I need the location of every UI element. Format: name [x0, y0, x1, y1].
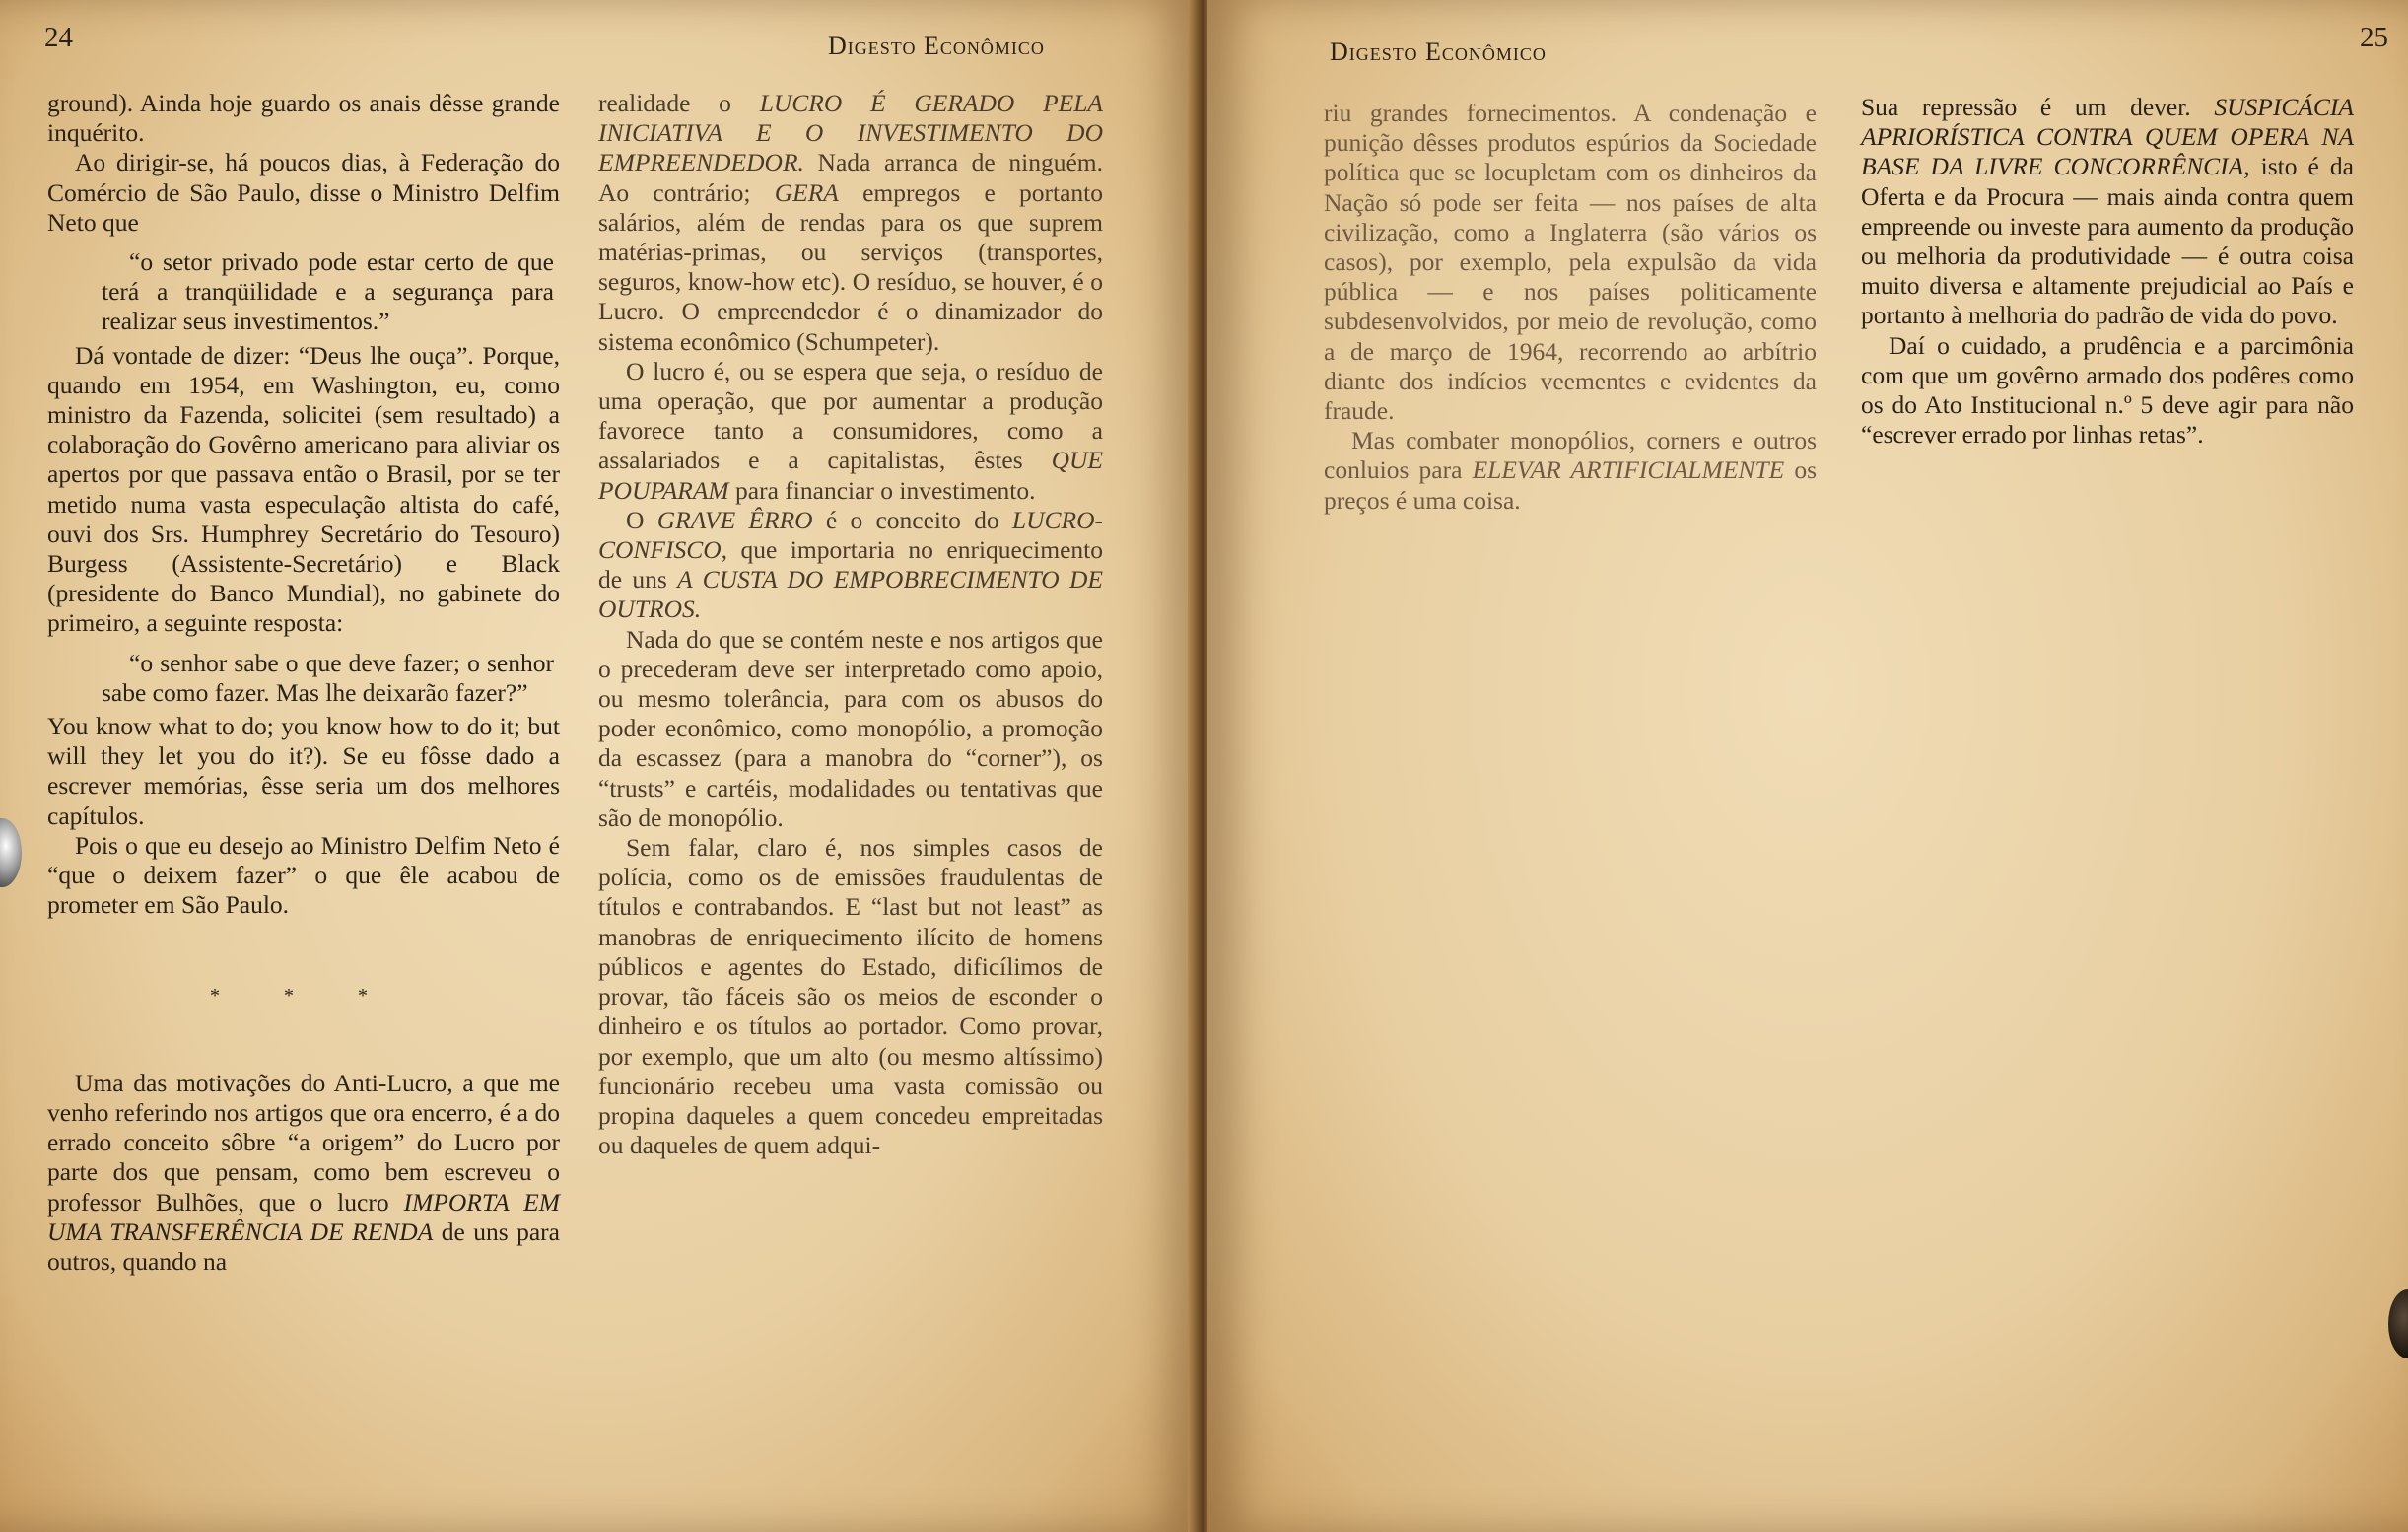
paragraph: O GRAVE ÊRRO é o conceito do LUCRO-CONFISCO, que importaria no enriquecimento de uns A CUSTA DO EMPOBRECIMENTO DE OUTROS.: [598, 505, 1103, 624]
running-header: Digesto Econômico: [1330, 37, 1547, 66]
page-number: 25: [2360, 22, 2388, 53]
text-column-1: [47, 89, 560, 1277]
block-quote: “o senhor sabe o que deve fazer; o senhor sabe como fazer. Mas lhe deixarão fazer?”: [102, 648, 554, 707]
paragraph: O lucro é, ou se espera que seja, o resíduo de uma operação, que por aumentar a produção favorece tanto a consumidores, como a assalariados e a capitalistas, êstes QUE POUPARAM para financiar o investimento.: [598, 356, 1103, 505]
paragraph: Nada do que se contém neste e nos artigos que o precederam deve ser interpretado como apoio, ou mesmo tolerância, para com os abusos do poder econômico, como monopólio, a promoção da escassez (para a manobra do “corner”), os “trusts” e cartéis, modalidades ou tentativas que são de monopólio.: [598, 624, 1103, 832]
paragraph: Daí o cuidado, a prudência e a parcimônia com que um govêrno armado dos podêres como os do Ato Institucional n.º 5 deve agir para não “escrever errado por linhas retas”.: [1861, 330, 2354, 450]
paragraph: ground). Ainda hoje guardo os anais dêsse grande inquérito.: [47, 89, 560, 148]
paragraph: Ao dirigir-se, há poucos dias, à Federação do Comércio de São Paulo, disse o Ministro Delfim Neto que: [47, 148, 560, 237]
text-column-1: [1324, 99, 1817, 516]
text-column-2: [598, 89, 1103, 1160]
paragraph: Sua repressão é um dever. SUSPICÁCIA APRIORÍSTICA CONTRA QUEM OPERA NA BASE DA LIVRE CONCORRÊNCIA, isto é da Oferta e da Procura — mais ainda contra quem empreende ou investe para aumento da produção ou melhoria da produtividade — é outra coisa muito diversa e altamente prejudicial ao País e portanto à melhoria do padrão de vida do povo.: [1861, 93, 2354, 330]
paragraph: Dá vontade de dizer: “Deus lhe ouça”. Porque, quando em 1954, em Washington, eu, como ministro da Fazenda, solicitei (sem resultado) a colaboração do Govêrno americano para aliviar os apertos por que passava então o Brasil, por se ter metido numa vasta especulação altista do café, ouvi dos Srs. Humphrey Secretário do Tesouro) Burgess (Assistente-Secretário) e Black (presidente do Banco Mundial), no gabinete do primeiro, a seguinte resposta:: [47, 340, 560, 638]
paragraph: Uma das motivações do Anti-Lucro, a que me venho referindo nos artigos que ora encerro, é a do errado conceito sôbre “a origem” do Lucro por parte dos que pensam, como bem escreveu o professor Bulhões, que o lucro IMPORTA EM UMA TRANSFERÊNCIA DE RENDA de uns para outros, quando na: [47, 1068, 560, 1276]
left-page: [0, 0, 1198, 1532]
section-separator: * * *: [210, 985, 397, 1008]
paragraph: You know what to do; you know how to do it; but will they let you do it?). Se eu fôsse dado a escrever memórias, êsse seria um dos melhores capítulos.: [47, 712, 560, 830]
page-number: 24: [44, 22, 73, 53]
paragraph: Sem falar, claro é, nos simples casos de polícia, como os de emissões fraudulentas de títulos e contrabandos. E “last but not least” as manobras de enriquecimento ilícito de homens públicos e agentes do Estado, dificílimos de provar, tão fáceis são os meios de esconder o dinheiro e os títulos ao portador. Como provar, por exemplo, que um alto (ou mesmo altíssimo) funcionário recebeu uma vasta comissão ou propina daqueles a quem concedeu empreitadas ou daqueles de quem adqui-: [598, 833, 1103, 1160]
block-quote: “o setor privado pode estar certo de que terá a tranqüilidade e a segurança para realizar seus investimentos.”: [102, 247, 554, 336]
running-header: Digesto Econômico: [828, 32, 1045, 60]
paragraph: Mas combater monopólios, corners e outros conluios para ELEVAR ARTIFICIALMENTE os preços é uma coisa.: [1324, 426, 1817, 515]
paragraph: riu grandes fornecimentos. A condenação e punição dêsses produtos espúrios da Sociedade política que se locupletam com os dinheiros da Nação só pode ser feita — nos países de alta civilização, como a Inglaterra (são vários os casos), por exemplo, pela expulsão da vida pública — e nos países politicamente subdesenvolvidos, por meio de revolução, como a de março de 1964, recorrendo ao arbítrio diante dos indícios veementes e evidentes da fraude.: [1324, 99, 1817, 426]
binding-hole: [0, 818, 22, 887]
paragraph: Pois o que eu desejo ao Ministro Delfim Neto é “que o deixem fazer” o que êle acabou de prometer em São Paulo.: [47, 830, 560, 920]
text-column-2: [1861, 93, 2354, 450]
paragraph: realidade o LUCRO É GERADO PELA INICIATIVA E O INVESTIMENTO DO EMPREENDEDOR. Nada arranca de ninguém. Ao contrário; GERA empregos e portanto salários, além de rendas para os que suprem matérias-primas, ou serviços (transportes, seguros, know-how etc). O resíduo, se houver, é o Lucro. O empreendedor é o dinamizador do sistema econômico (Schumpeter).: [598, 89, 1103, 356]
binding-hole: [2388, 1289, 2408, 1358]
right-page: [1207, 0, 2408, 1532]
